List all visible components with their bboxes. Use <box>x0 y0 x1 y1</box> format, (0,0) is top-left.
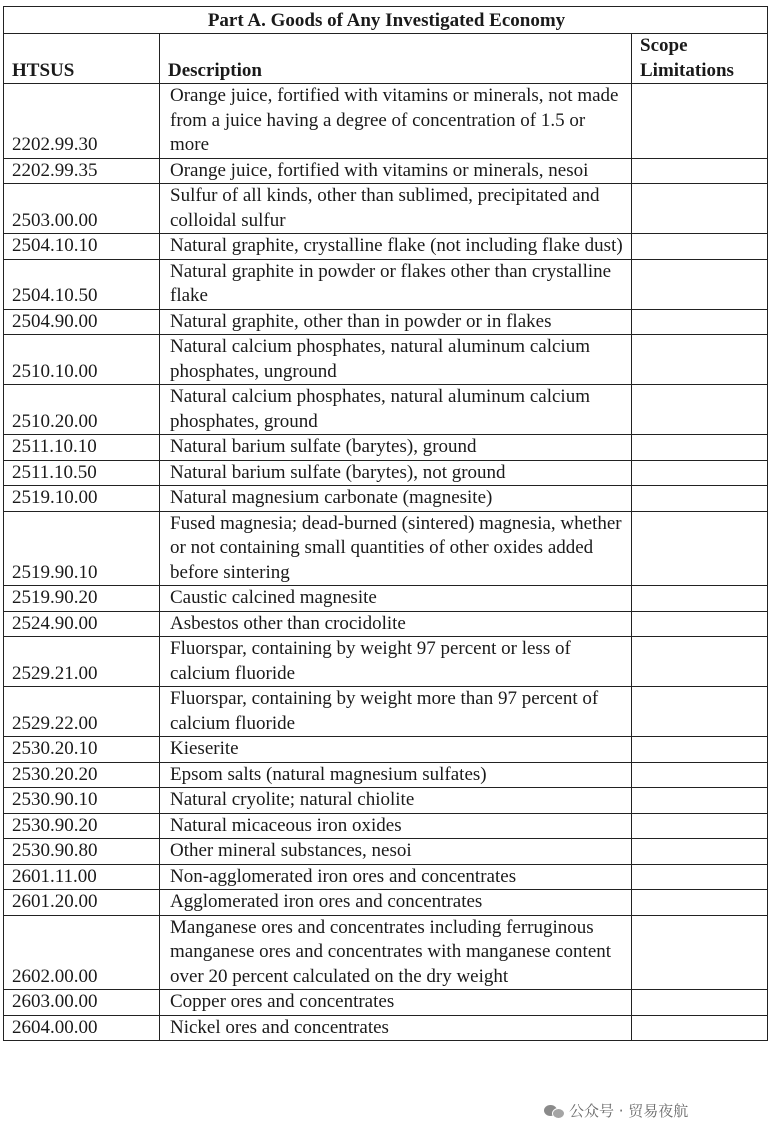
scope-limitations-cell <box>632 511 768 586</box>
scope-limitations-cell <box>632 813 768 839</box>
description-header: Description <box>160 34 632 84</box>
htsus-code-cell: 2202.99.35 <box>4 158 160 184</box>
table-row <box>4 737 768 763</box>
htsus-code-cell: 2530.20.10 <box>4 737 160 763</box>
htsus-code-cell: 2504.90.00 <box>4 309 160 335</box>
table-row <box>4 184 768 234</box>
description-cell: Natural magnesium carbonate (magnesite) <box>160 486 632 512</box>
htsus-code-cell: 2530.90.20 <box>4 813 160 839</box>
htsus-code-cell: 2529.21.00 <box>4 637 160 687</box>
table-row <box>4 234 768 260</box>
scope-limitations-cell <box>632 839 768 865</box>
header-row <box>4 34 768 84</box>
table-row <box>4 335 768 385</box>
description-cell: Caustic calcined magnesite <box>160 586 632 612</box>
scope-limitations-cell <box>632 762 768 788</box>
scope-limitations-cell <box>632 84 768 159</box>
description-cell: Epsom salts (natural magnesium sulfates) <box>160 762 632 788</box>
watermark-text: 公众号 · 贸易夜航 <box>569 1102 689 1120</box>
table-row <box>4 687 768 737</box>
scope-limitations-cell <box>632 486 768 512</box>
description-cell: Kieserite <box>160 737 632 763</box>
htsus-code-cell: 2504.10.10 <box>4 234 160 260</box>
scope-limitations-cell <box>632 990 768 1016</box>
scope-limitations-cell <box>632 586 768 612</box>
htsus-code-cell: 2602.00.00 <box>4 915 160 990</box>
htsus-code-cell: 2601.20.00 <box>4 890 160 916</box>
table-title: Part A. Goods of Any Investigated Economy <box>4 7 768 34</box>
table-row <box>4 385 768 435</box>
table-row <box>4 1015 768 1041</box>
table-row <box>4 915 768 990</box>
description-cell: Orange juice, fortified with vitamins or minerals, not made from a juice having a degree of concentration of 1.5 or more <box>160 84 632 159</box>
description-cell: Fluorspar, containing by weight 97 percent or less of calcium fluoride <box>160 637 632 687</box>
description-cell: Agglomerated iron ores and concentrates <box>160 890 632 916</box>
scope-limitations-cell <box>632 158 768 184</box>
description-cell: Sulfur of all kinds, other than sublimed, precipitated and colloidal sulfur <box>160 184 632 234</box>
htsus-code-cell: 2530.90.80 <box>4 839 160 865</box>
scope-limitations-header: Scope Limitations <box>632 34 768 84</box>
table-row <box>4 486 768 512</box>
scope-limitations-cell <box>632 335 768 385</box>
scope-limitations-cell <box>632 864 768 890</box>
description-cell: Natural barium sulfate (barytes), ground <box>160 435 632 461</box>
htsus-code-cell: 2519.10.00 <box>4 486 160 512</box>
htsus-header: HTSUS <box>4 34 160 84</box>
scope-limitations-cell <box>632 687 768 737</box>
table-row <box>4 637 768 687</box>
table-row <box>4 259 768 309</box>
description-cell: Fused magnesia; dead-burned (sintered) magnesia, whether or not containing small quantities of other oxides added before sintering <box>160 511 632 586</box>
scope-limitations-cell <box>632 611 768 637</box>
scope-limitations-cell <box>632 460 768 486</box>
htsus-code-cell: 2511.10.10 <box>4 435 160 461</box>
description-cell: Orange juice, fortified with vitamins or minerals, nesoi <box>160 158 632 184</box>
table-row <box>4 309 768 335</box>
htsus-code-cell: 2519.90.10 <box>4 511 160 586</box>
description-cell: Copper ores and concentrates <box>160 990 632 1016</box>
table-title-row <box>4 7 768 34</box>
table-row <box>4 864 768 890</box>
table-row <box>4 762 768 788</box>
htsus-code-cell: 2530.90.10 <box>4 788 160 814</box>
description-cell: Natural graphite, other than in powder or in flakes <box>160 309 632 335</box>
description-cell: Manganese ores and concentrates including ferruginous manganese ores and concentrates with manganese content over 20 percent calculated on the dry weight <box>160 915 632 990</box>
description-cell: Natural calcium phosphates, natural aluminum calcium phosphates, unground <box>160 335 632 385</box>
table-row <box>4 813 768 839</box>
htsus-code-cell: 2510.10.00 <box>4 335 160 385</box>
htsus-code-cell: 2202.99.30 <box>4 84 160 159</box>
description-cell: Asbestos other than crocidolite <box>160 611 632 637</box>
scope-limitations-cell <box>632 259 768 309</box>
description-cell: Natural calcium phosphates, natural aluminum calcium phosphates, ground <box>160 385 632 435</box>
description-cell: Natural graphite, crystalline flake (not including flake dust) <box>160 234 632 260</box>
htsus-code-cell: 2511.10.50 <box>4 460 160 486</box>
description-cell: Fluorspar, containing by weight more than 97 percent of calcium fluoride <box>160 687 632 737</box>
htsus-code-cell: 2601.11.00 <box>4 864 160 890</box>
description-cell: Nickel ores and concentrates <box>160 1015 632 1041</box>
scope-limitations-cell <box>632 788 768 814</box>
htsus-code-cell: 2519.90.20 <box>4 586 160 612</box>
table-row <box>4 158 768 184</box>
table-row <box>4 511 768 586</box>
document-page <box>3 6 767 1041</box>
table-row <box>4 890 768 916</box>
htsus-table <box>3 6 768 1041</box>
scope-limitations-cell <box>632 1015 768 1041</box>
htsus-code-cell: 2530.20.20 <box>4 762 160 788</box>
table-row <box>4 990 768 1016</box>
htsus-code-cell: 2504.10.50 <box>4 259 160 309</box>
scope-limitations-cell <box>632 737 768 763</box>
scope-limitations-cell <box>632 637 768 687</box>
htsus-code-cell: 2524.90.00 <box>4 611 160 637</box>
table-row <box>4 586 768 612</box>
table-body <box>4 84 768 1041</box>
wechat-icon <box>544 1103 564 1119</box>
scope-limitations-cell <box>632 234 768 260</box>
htsus-code-cell: 2604.00.00 <box>4 1015 160 1041</box>
table-row <box>4 84 768 159</box>
scope-limitations-cell <box>632 309 768 335</box>
table-row <box>4 611 768 637</box>
table-row <box>4 435 768 461</box>
htsus-code-cell: 2603.00.00 <box>4 990 160 1016</box>
table-row <box>4 788 768 814</box>
watermark <box>540 1098 692 1123</box>
description-cell: Other mineral substances, nesoi <box>160 839 632 865</box>
scope-limitations-cell <box>632 385 768 435</box>
htsus-code-cell: 2510.20.00 <box>4 385 160 435</box>
scope-limitations-cell <box>632 184 768 234</box>
description-cell: Natural graphite in powder or flakes other than crystalline flake <box>160 259 632 309</box>
scope-limitations-cell <box>632 915 768 990</box>
description-cell: Natural cryolite; natural chiolite <box>160 788 632 814</box>
scope-limitations-cell <box>632 890 768 916</box>
htsus-code-cell: 2529.22.00 <box>4 687 160 737</box>
table-row <box>4 460 768 486</box>
description-cell: Natural micaceous iron oxides <box>160 813 632 839</box>
htsus-code-cell: 2503.00.00 <box>4 184 160 234</box>
description-cell: Non-agglomerated iron ores and concentrates <box>160 864 632 890</box>
description-cell: Natural barium sulfate (barytes), not ground <box>160 460 632 486</box>
scope-limitations-cell <box>632 435 768 461</box>
table-row <box>4 839 768 865</box>
